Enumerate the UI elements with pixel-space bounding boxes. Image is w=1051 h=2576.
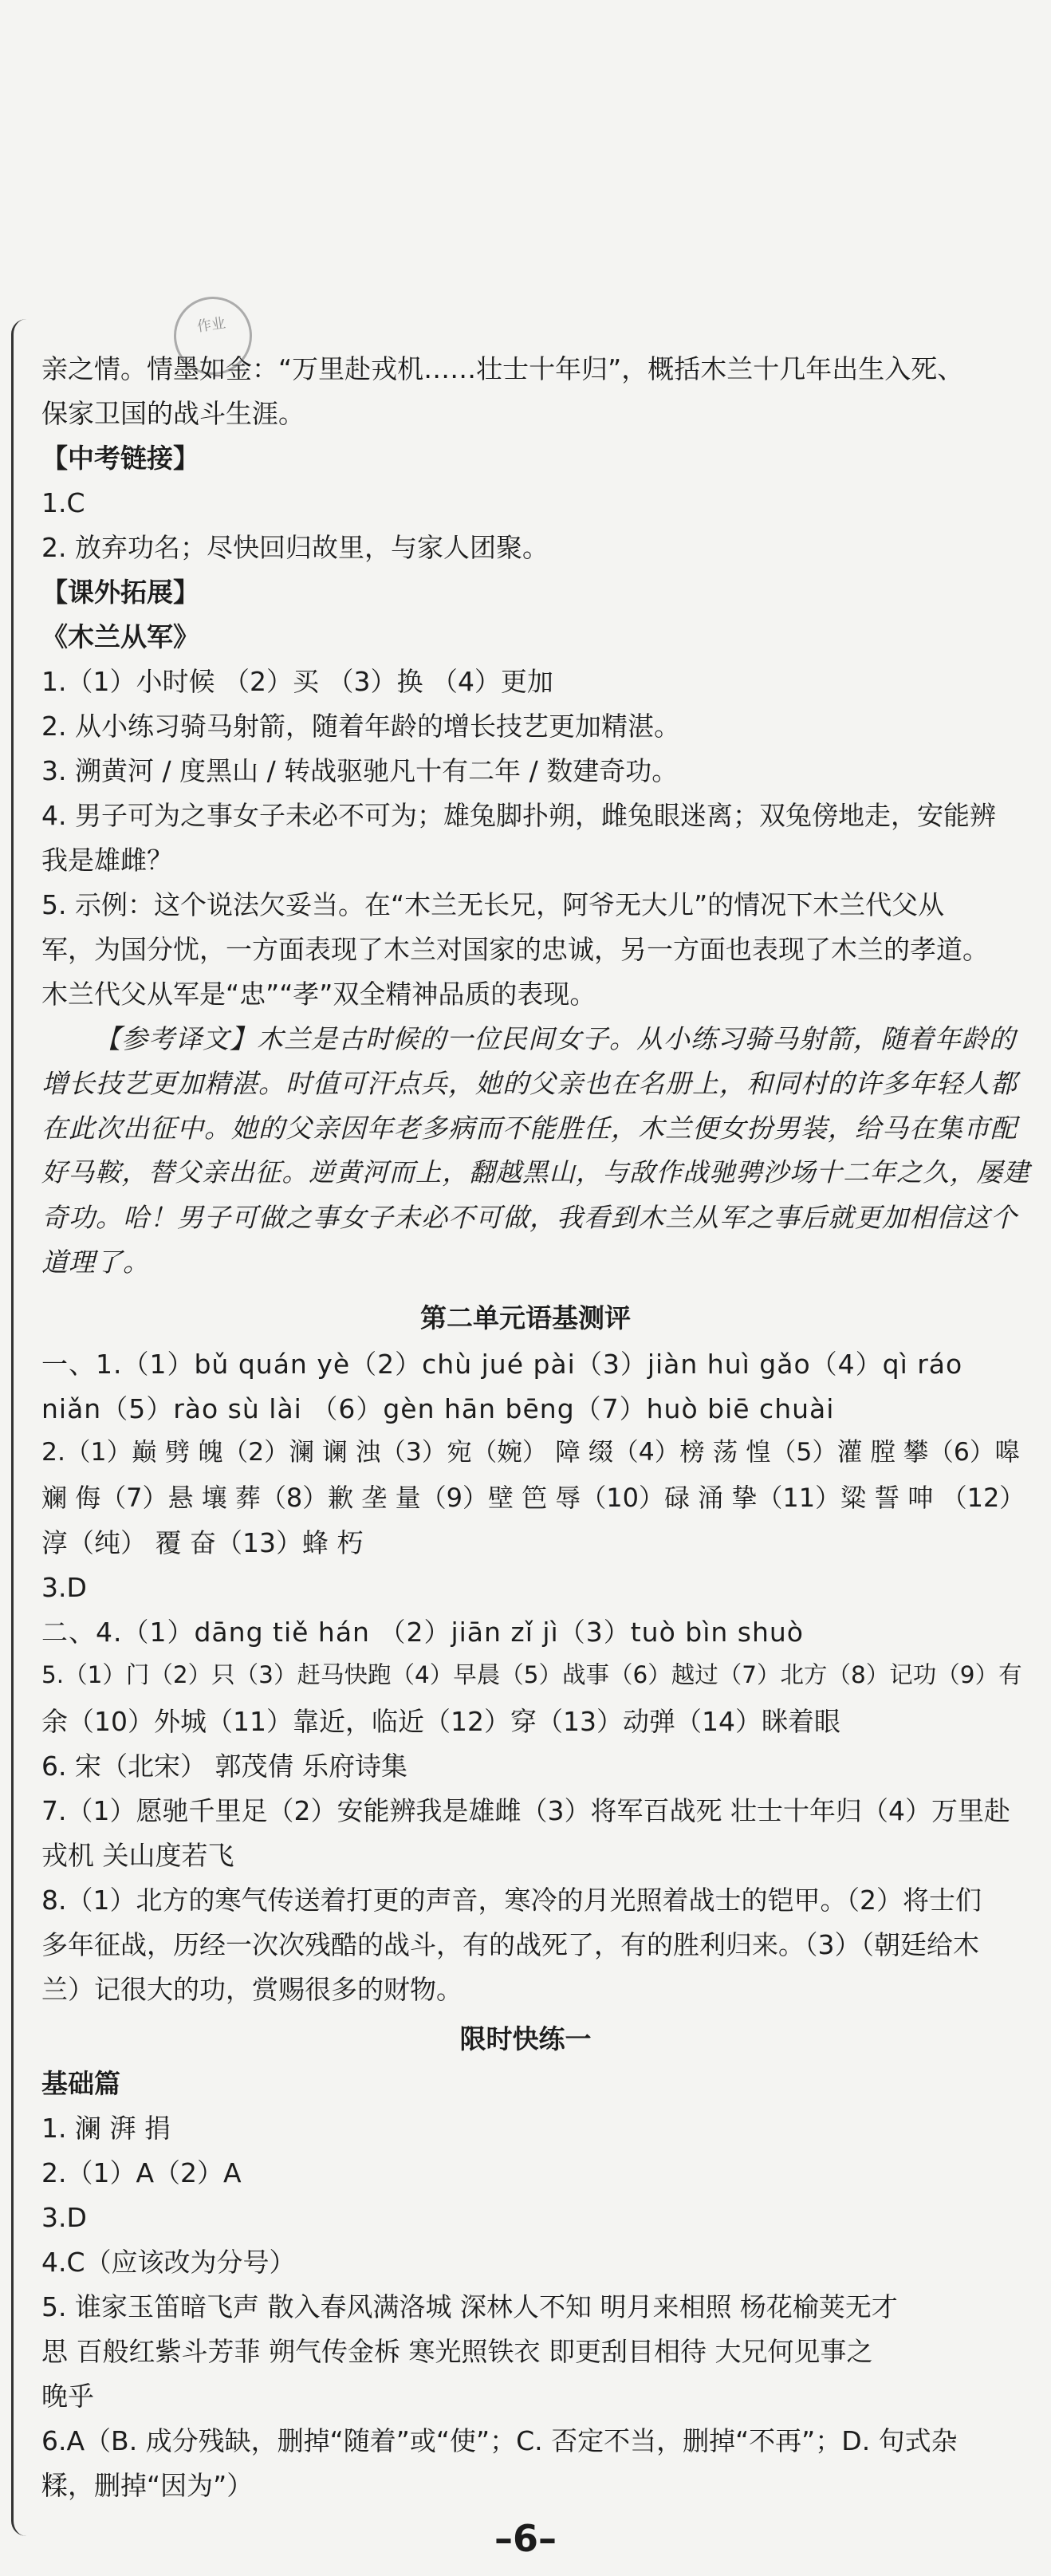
text-line: 斓 侮（7）悬 壤 葬（8）歉 垄 量（9）壁 笆 辱（10）碌 涌 挚（11）粱 誓 呻 （12） — [41, 1483, 1025, 1513]
text-line: 4. 男子可为之事女子未必不可为；雄兔脚扑朔，雌兔眼迷离；双兔傍地走，安能辨 — [41, 800, 996, 831]
translation-line: 增长技艺更加精湛。时值可汗点兵，她的父亲也在名册上，和同村的许多年轻人都 — [41, 1068, 1018, 1099]
text-line: 我是雄雌？ — [41, 845, 173, 876]
translation-line: 奇功。哈！男子可做之事女子未必不可做，我看到木兰从军之事后就更加相信这个 — [41, 1202, 1018, 1233]
text-line: 4.C（应该改为分号） — [41, 2247, 296, 2278]
text-line: 保家卫国的战斗生涯。 — [41, 398, 305, 429]
text-line: 二、4.（1）dāng tiě hán （2）jiān zǐ jì（3）tuò bìn shuò — [41, 1617, 804, 1648]
text-line: 戎机 关山度若飞 — [41, 1840, 234, 1871]
translation-line: 道理了。 — [41, 1247, 150, 1278]
text-line: 1. 澜 湃 捐 — [41, 2113, 171, 2144]
page-number: –6– — [494, 2517, 557, 2560]
text-line: 5.（1）门（2）只（3）赶马快跑（4）早晨（5）战事（6）越过（7）北方（8）记功（9）有 — [41, 1661, 1022, 1688]
text-line: 多年征战，历经一次次残酷的战斗，有的战死了，有的胜利归来。（3）（朝廷给木 — [41, 1929, 979, 1960]
text-line: 3.D — [41, 2202, 87, 2233]
text-line: 思 百般红紫斗芳菲 朔气传金柝 寒光照铁衣 即更刮目相待 大兄何见事之 — [41, 2336, 873, 2367]
text-line: 1.（1）小时候 （2）买 （3）换 （4）更加 — [41, 666, 553, 697]
text-line: 2. 放弃功名；尽快回归故里，与家人团聚。 — [41, 532, 549, 563]
section-heading-extension: 【课外拓展】 — [41, 577, 199, 608]
text-line: 2. 从小练习骑马射箭，随着年龄的增长技艺更加精湛。 — [41, 711, 680, 742]
section-title-quick-practice: 限时快练一 — [459, 2023, 592, 2054]
article-title: 《木兰从军》 — [41, 621, 199, 652]
text-line: 2.（1）A（2）A — [41, 2157, 242, 2188]
text-line: 6. 宋（北宋） 郭茂倩 乐府诗集 — [41, 1751, 407, 1782]
text-line: 晚乎 — [41, 2381, 94, 2412]
text-line: 8.（1）北方的寒气传送着打更的声音，寒冷的月光照着战士的铠甲。（2）将士们 — [41, 1885, 982, 1916]
text-line: 木兰代父从军是“忠”“孝”双全精神品质的表现。 — [41, 979, 596, 1010]
text-line: 兰）记很大的功，赏赐很多的财物。 — [41, 1974, 463, 2005]
text-line: 6.A（B. 成分残缺，删掉“随着”或“使”；C. 否定不当，删掉“不再”；D. 句式杂 — [41, 2425, 958, 2456]
text-line: niǎn（5）rào sù lài （6）gèn hān bēng（7）huò biē chuài — [41, 1393, 835, 1424]
section-title-unit2: 第二单元语基测评 — [420, 1302, 631, 1333]
text-line: 7.（1）愿驰千里足（2）安能辨我是雄雌（3）将军百战死 壮士十年归（4）万里赴 — [41, 1795, 1010, 1826]
text-line: 余（10）外城（11）靠近，临近（12）穿（13）动弹（14）眯着眼 — [41, 1706, 840, 1737]
text-line: 亲之情。情墨如金：“万里赴戎机……壮士十年归”，概括木兰十几年出生入死、 — [41, 353, 964, 384]
text-line: 5. 谁家玉笛暗飞声 散入春风满洛城 深林人不知 明月来相照 杨花榆荚无才 — [41, 2291, 898, 2322]
text-line: 淳（纯） 覆 奋（13）蜂 朽 — [41, 1527, 364, 1558]
text-line: 一、1.（1）bǔ quán yè（2）chù jué pài（3）jiàn huì gǎo（4）qì ráo — [41, 1349, 963, 1380]
text-line: 1.C — [41, 487, 85, 518]
translation-line: 【参考译文】木兰是古时候的一位民间女子。从小练习骑马射箭，随着年龄的 — [94, 1023, 1016, 1054]
section-heading-zhongkao: 【中考链接】 — [41, 443, 199, 474]
text-line: 糅，删掉“因为”） — [41, 2470, 254, 2501]
margin-bracket-line — [11, 319, 26, 2536]
translation-line: 在此次出征中。她的父亲因年老多病而不能胜任，木兰便女扮男装，给马在集市配 — [41, 1113, 1018, 1144]
text-line: 2.（1）巅 劈 魄（2）澜 谰 浊（3）宛（婉） 障 缀（4）榜 荡 惶（5）灌 膛 攀（6）嗥 — [41, 1438, 1020, 1467]
text-line: 5. 示例：这个说法欠妥当。在“木兰无长兄，阿爷无大儿”的情况下木兰代父从 — [41, 889, 945, 920]
stamp-text: 作业 — [195, 314, 227, 336]
text-line: 军，为国分忧，一方面表现了木兰对国家的忠诚，另一方面也表现了木兰的孝道。 — [41, 934, 989, 965]
section-heading-basic: 基础篇 — [41, 2068, 120, 2099]
text-line: 3. 溯黄河 / 度黑山 / 转战驱驰凡十有二年 / 数建奇功。 — [41, 755, 679, 786]
text-line: 3.D — [41, 1572, 87, 1603]
translation-line: 好马鞍，替父亲出征。逆黄河而上，翻越黑山，与敌作战驰骋沙场十二年之久，屡建 — [41, 1157, 1030, 1188]
